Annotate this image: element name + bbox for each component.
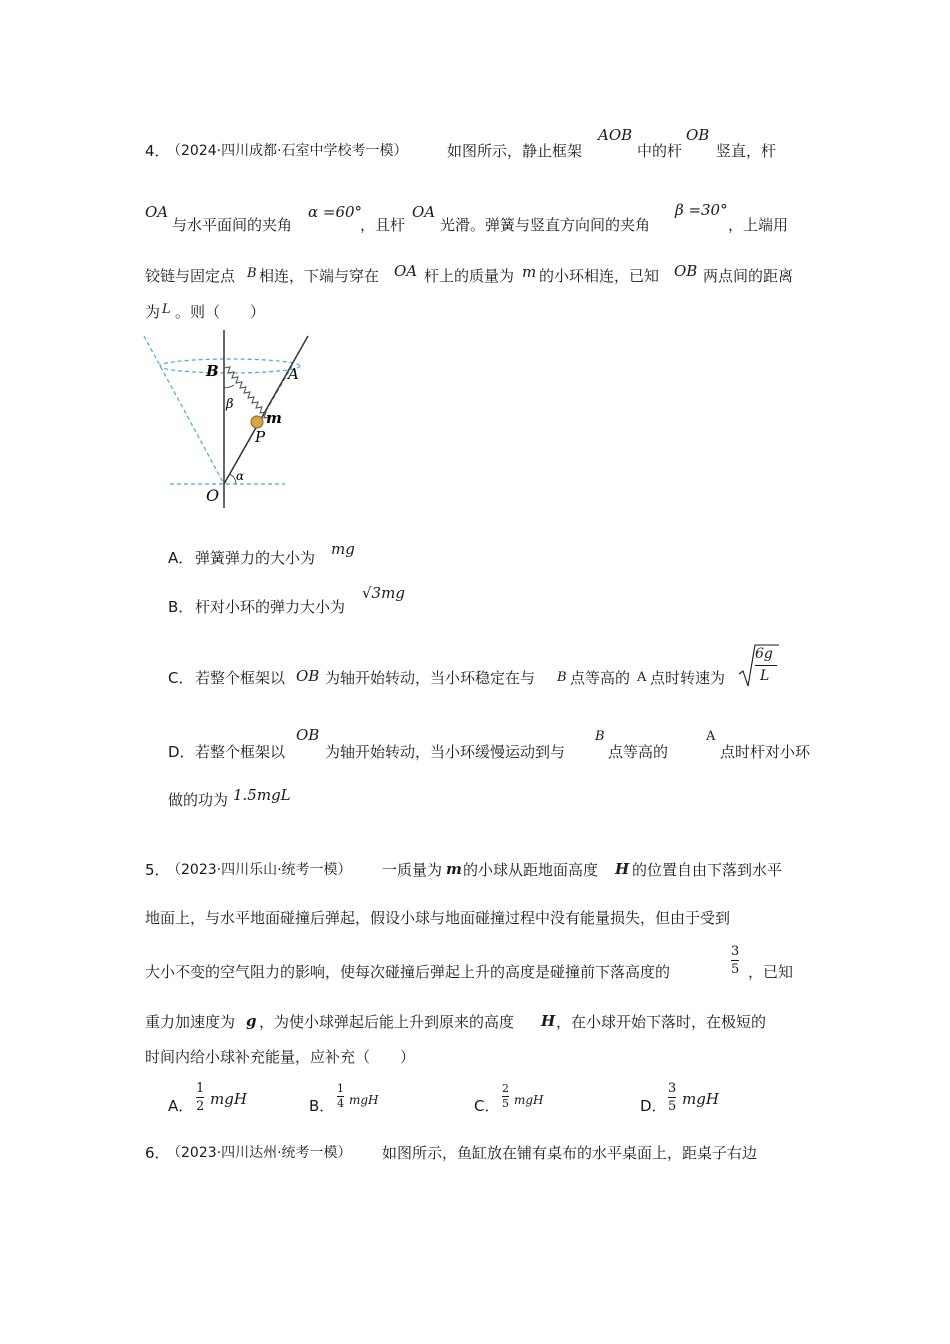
q6-number: 6．: [145, 1144, 170, 1162]
label-A: A: [288, 365, 299, 383]
math-OA: OA: [412, 203, 436, 221]
frac-bar: [196, 1097, 204, 1098]
option-text: 点等高的: [570, 669, 631, 687]
math-H: H: [541, 1012, 556, 1030]
q6-source: （2023·四川达州·统考一模）: [167, 1145, 352, 1161]
frac-den: 4: [337, 1097, 344, 1110]
frac-bar: [668, 1097, 676, 1098]
option-text: 若整个框架以: [195, 743, 286, 761]
q4-text: 铰链与固定点: [145, 267, 236, 285]
math-mg: mg: [331, 540, 355, 558]
math-H: H: [615, 860, 630, 878]
q4-text: 光滑。弹簧与竖直方向间的夹角: [440, 216, 651, 234]
frac-bar: [731, 960, 739, 961]
ring-mass: [251, 416, 263, 428]
q4-text: ，上端用: [728, 216, 789, 234]
q4-text: 如图所示，静止框架: [447, 142, 583, 160]
option-text: 点时转速为: [650, 669, 726, 687]
q4-source: （2024·四川成都·石室中学校考一模）: [167, 143, 408, 159]
q4-number: 4．: [145, 142, 170, 160]
math-L: L: [162, 302, 171, 317]
math-m: m: [446, 860, 462, 878]
option-fraction: [337, 1083, 344, 1110]
math-mgH: mgH: [514, 1093, 544, 1107]
q5-source: （2023·四川乐山·统考一模）: [167, 862, 352, 878]
q4-text: 杆上的质量为: [424, 267, 515, 285]
q5-text: ，在小球开始下落时，在极短的: [556, 1013, 767, 1031]
option-fraction: [196, 1081, 204, 1114]
frac-num: 6g: [755, 646, 773, 662]
math-OA: OA: [394, 262, 418, 280]
math-B: B: [595, 729, 605, 744]
frac-num: 1: [337, 1082, 344, 1095]
frac-bar: [755, 665, 777, 666]
math-OB: OB: [686, 126, 710, 144]
q4-text: ，且杆: [360, 216, 406, 234]
option-text: 点等高的: [608, 743, 669, 761]
math-B: B: [557, 670, 567, 685]
label-beta: β: [226, 397, 234, 412]
math-sqrt-6g-over-L: [738, 644, 780, 688]
option-fraction: [668, 1081, 676, 1114]
option-text: 杆对小环的弹力大小为: [195, 598, 346, 616]
math-work: 1.5mgL: [233, 786, 291, 804]
q6-text: 如图所示，鱼缸放在铺有桌布的水平桌面上，距桌子右边: [382, 1144, 758, 1162]
option-label: D．: [168, 743, 195, 761]
math-OB: OB: [674, 262, 698, 280]
math-A: A: [706, 729, 716, 744]
option-text: 弹簧弹力的大小为: [195, 549, 316, 567]
q5-text: 重力加速度为: [145, 1013, 236, 1031]
frac-num: 2: [502, 1082, 509, 1095]
q4-text: 两点间的距离: [703, 267, 794, 285]
label-O: O: [206, 486, 220, 505]
frac-den: 5: [668, 1099, 677, 1114]
frac-den: L: [760, 668, 770, 684]
label-P: P: [255, 428, 266, 446]
q5-text: 的位置自由下落到水平: [632, 861, 783, 879]
option-label: B．: [309, 1097, 335, 1115]
q4-figure: [140, 330, 320, 515]
option-label: B．: [168, 598, 194, 616]
frac-num: 1: [196, 1081, 205, 1096]
q4-text: 。则（ ）: [175, 303, 266, 321]
frac-den: 2: [196, 1099, 205, 1114]
option-text: 为轴开始转动，当小环稳定在与: [325, 669, 536, 687]
q4-text: 与水平面间的夹角: [172, 216, 293, 234]
option-label: A．: [168, 549, 194, 567]
option-label: C．: [168, 669, 194, 687]
option-text: 做的功为: [168, 791, 229, 809]
math-B: B: [247, 266, 257, 281]
q5-text: 时间内给小球补充能量，应补充（ ）: [145, 1048, 416, 1066]
label-B: B: [206, 362, 219, 380]
q5-number: 5．: [145, 861, 170, 879]
q5-text: 一质量为: [382, 861, 443, 879]
math-OB: OB: [296, 667, 320, 685]
beta-arc: [224, 385, 234, 388]
q4-text: 中的杆: [637, 142, 683, 160]
label-alpha: α: [236, 469, 245, 483]
option-label: A．: [168, 1097, 194, 1115]
option-fraction: [502, 1083, 509, 1110]
math-mgH: mgH: [210, 1090, 247, 1108]
math-alpha: α =60°: [308, 203, 363, 221]
q4-text: 竖直，杆: [716, 142, 777, 160]
math-g: g: [246, 1012, 257, 1030]
label-m: m: [266, 409, 282, 427]
q5-text: 的小球从距地面高度: [463, 861, 599, 879]
math-m: m: [522, 263, 537, 281]
q4-text: 的小环相连，已知: [539, 267, 660, 285]
math-A: A: [637, 670, 647, 685]
q5-text: 地面上，与水平地面碰撞后弹起，假设小球与地面碰撞过程中没有能量损失，但由于受到: [145, 909, 731, 927]
math-sqrt3mg: √3mg: [362, 584, 405, 602]
math-mgH: mgH: [682, 1090, 719, 1108]
option-text: 若整个框架以: [195, 669, 286, 687]
option-text: 点时杆对小环: [720, 743, 811, 761]
option-text: 为轴开始转动，当小环缓慢运动到与: [325, 743, 566, 761]
frac-num: 3: [668, 1081, 677, 1096]
math-beta: β =30°: [675, 201, 728, 219]
math-OA: OA: [145, 203, 169, 221]
math-mgH: mgH: [349, 1093, 379, 1107]
fraction-3-5: [731, 944, 739, 977]
frac-den: 5: [502, 1097, 509, 1110]
frac-num: 3: [731, 944, 740, 959]
frac-den: 5: [731, 962, 740, 977]
math-OB: OB: [296, 726, 320, 744]
q5-text: ，为使小球弹起后能上升到原来的高度: [259, 1013, 515, 1031]
q4-text: 相连，下端与穿在: [259, 267, 380, 285]
q5-text: ，已知: [748, 963, 794, 981]
math-AOB: AOB: [598, 126, 633, 144]
option-label: C．: [474, 1097, 500, 1115]
option-label: D．: [640, 1097, 667, 1115]
q4-text: 为: [145, 303, 161, 321]
q5-text: 大小不变的空气阻力的影响，使每次碰撞后弹起上升的高度是碰撞前下落高度的: [145, 963, 671, 981]
